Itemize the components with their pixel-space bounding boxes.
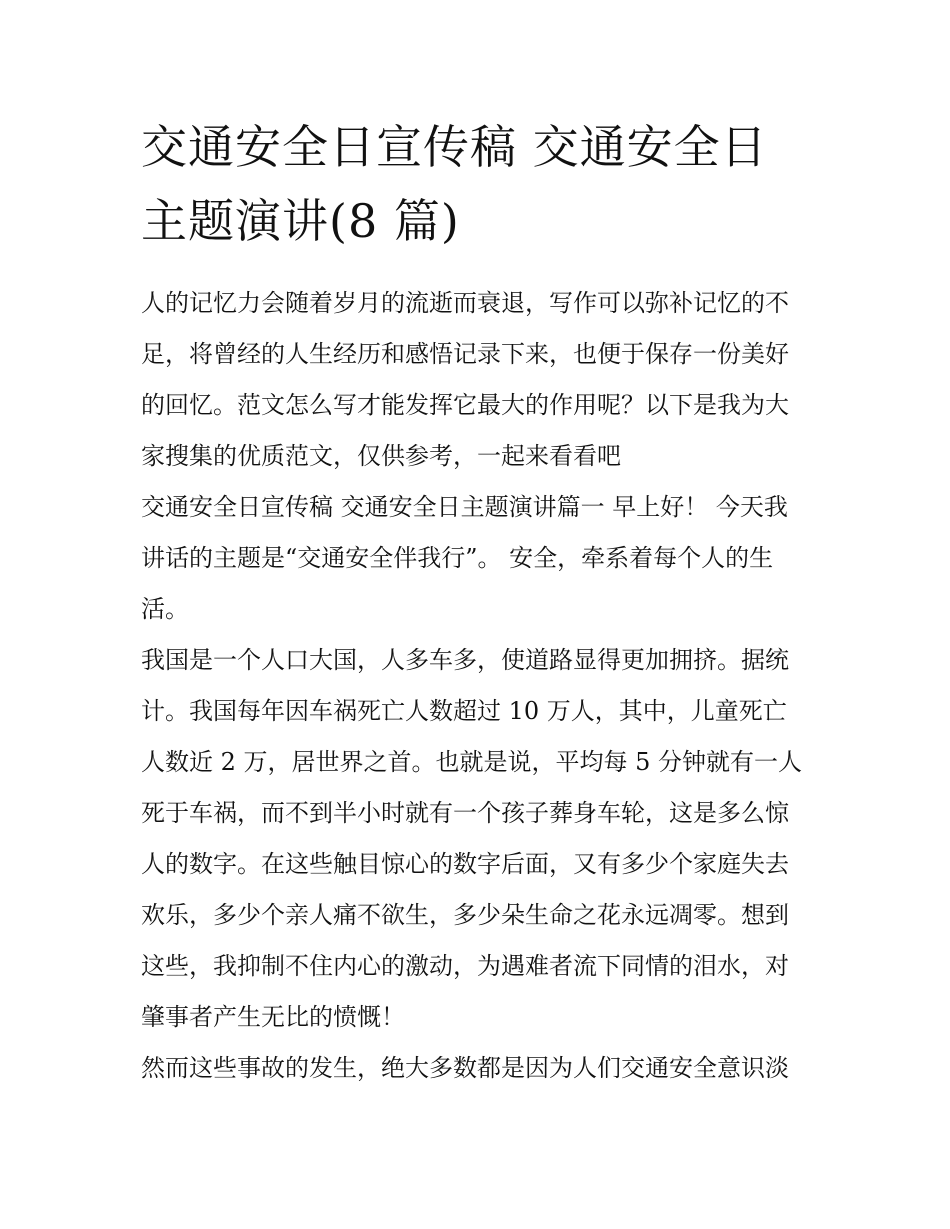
title-line: 交通安全日宣传稿 交通安全日 bbox=[141, 120, 768, 174]
intro-paragraph bbox=[141, 278, 813, 482]
paragraph-line: 人的数字。在这些触目惊心的数字后面，又有多少个家庭失去 bbox=[141, 850, 789, 878]
paragraph-line: 讲话的主题是“交通安全伴我行”。 安全，牵系着每个人的生 bbox=[141, 544, 774, 572]
closing-paragraph bbox=[141, 1043, 813, 1094]
paragraph-line: 交通安全日宣传稿 交通安全日主题演讲篇一 早上好！ 今天我 bbox=[141, 493, 788, 521]
paragraph-line: 死于车祸，而不到半小时就有一个孩子葬身车轮，这是多么惊 bbox=[141, 799, 789, 827]
document-page bbox=[141, 110, 813, 1094]
paragraph-line: 的回忆。范文怎么写才能发挥它最大的作用呢？以下是我为大 bbox=[141, 391, 789, 419]
paragraph-line: 活。 bbox=[141, 595, 189, 623]
paragraph-line: 足，将曾经的人生经历和感悟记录下来，也便于保存一份美好 bbox=[141, 340, 789, 368]
title-line: 主题演讲(8 篇) bbox=[141, 194, 460, 248]
paragraph-line: 然而这些事故的发生，绝大多数都是因为人们交通安全意识淡 bbox=[141, 1054, 789, 1082]
paragraph-line: 这些，我抑制不住内心的激动，为遇难者流下同情的泪水，对 bbox=[141, 952, 789, 980]
paragraph-line: 计。我国每年因车祸死亡人数超过 10 万人，其中，儿童死亡 bbox=[141, 697, 787, 725]
paragraph-line: 人的记忆力会随着岁月的流逝而衰退，写作可以弥补记忆的不 bbox=[141, 289, 789, 317]
document-title bbox=[141, 110, 813, 258]
paragraph-line: 我国是一个人口大国，人多车多，使道路显得更加拥挤。据统 bbox=[141, 646, 789, 674]
paragraph-line: 人数近 2 万，居世界之首。也就是说，平均每 5 分钟就有一人 bbox=[141, 748, 803, 776]
paragraph-line: 家搜集的优质范文，仅供参考，一起来看看吧 bbox=[141, 442, 621, 470]
speech-opening-paragraph bbox=[141, 482, 813, 635]
paragraph-line: 欢乐，多少个亲人痛不欲生，多少朵生命之花永远凋零。想到 bbox=[141, 901, 789, 929]
paragraph-line: 肇事者产生无比的愤慨！ bbox=[141, 1003, 405, 1031]
statistics-paragraph bbox=[141, 635, 813, 1043]
